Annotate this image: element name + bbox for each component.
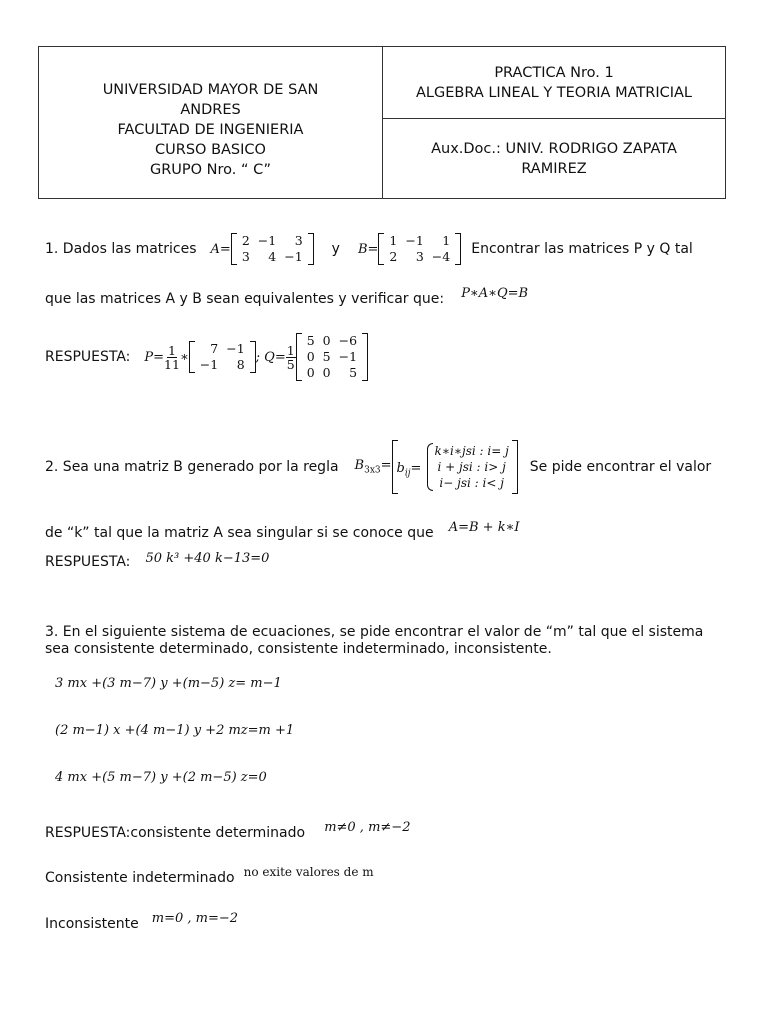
matrix-q-cell: 5 xyxy=(349,365,358,380)
result-inconsistent xyxy=(45,913,238,932)
p1-equation: P∗A∗Q=B xyxy=(461,286,529,301)
matrix-b-cell: 1 xyxy=(389,233,398,248)
matrix-b-cell: 2 xyxy=(389,249,398,264)
matrix-b-cell: 3 xyxy=(415,249,424,264)
r3-value: m=0 , m=−2 xyxy=(151,911,239,926)
p2-answer: 50 k³ +40 k−13=0 xyxy=(145,551,270,566)
practice-title-block xyxy=(383,47,725,118)
cases-brace xyxy=(427,443,509,491)
p2-b-subscript: 3x3 xyxy=(364,465,381,476)
result-consistent-undetermined xyxy=(45,867,374,886)
p-fraction-numerator: 1 xyxy=(168,342,176,358)
p1-a-label: A= xyxy=(210,241,231,257)
matrix-q-cell: 0 xyxy=(322,365,331,380)
matrix-q-cell: 5 xyxy=(306,333,315,348)
matrix-p xyxy=(189,341,256,373)
p1-b-label: B= xyxy=(357,241,379,257)
practice-number: PRACTICA Nro. 1 xyxy=(494,64,614,81)
p2-bij-label: $b_{ij}=$ xyxy=(396,460,422,479)
matrix-a-cell: 2 xyxy=(241,233,250,248)
university-block xyxy=(39,47,382,198)
rule-bracket xyxy=(392,440,518,494)
p1-separator: ; Q= xyxy=(255,349,286,365)
equation-3: 4 mx +(5 m−7) y +(2 m−5) z=0 xyxy=(55,770,267,785)
problem-2-line-1 xyxy=(45,440,711,494)
r1-label: RESPUESTA:consistente determinado xyxy=(45,825,306,841)
matrix-q-cell: 5 xyxy=(322,349,331,364)
matrix-q-cell: 0 xyxy=(322,333,331,348)
subject-name: ALGEBRA LINEAL Y TEORIA MATRICIAL xyxy=(415,84,693,101)
matrix-a-cell: −1 xyxy=(284,249,303,264)
p2-line2: de “k” tal que la matriz A sea singular si se conoce que xyxy=(45,525,434,541)
r2-label: Consistente indeterminado xyxy=(45,870,235,886)
p2-text-after: Se pide encontrar el valor xyxy=(529,459,712,475)
r3-label: Inconsistente xyxy=(45,916,139,932)
matrix-b-cell: −1 xyxy=(405,233,424,248)
p2-b3x3-label xyxy=(355,458,392,476)
p-fraction xyxy=(164,344,180,371)
equation-1: 3 mx +(3 m−7) y +(m−5) z= m−1 xyxy=(55,676,282,691)
p2-intro: 2. Sea una matriz B generado por la regla xyxy=(45,459,339,475)
p1-answer-label: RESPUESTA: xyxy=(45,349,131,365)
matrix-q-cell: 0 xyxy=(306,349,315,364)
matrix-b-cell: −4 xyxy=(431,249,451,264)
q-fraction xyxy=(286,344,296,371)
p1-p-label: P= xyxy=(144,349,165,365)
matrix-b-cell: 1 xyxy=(442,233,451,248)
p1-intro: 1. Dados las matrices xyxy=(45,241,197,257)
problem-1-line-1 xyxy=(45,233,693,265)
case-line: k∗i∗jsi : i= j xyxy=(434,444,509,458)
matrix-a-cell: 3 xyxy=(294,233,303,248)
matrix-b xyxy=(378,233,461,265)
problem-1-answer xyxy=(45,333,368,381)
matrix-p-cell: −1 xyxy=(226,341,245,356)
r1-value: m≠0 , m≠−2 xyxy=(324,820,411,835)
matrix-q-cell: −1 xyxy=(338,349,358,364)
faculty-name: FACULTAD DE INGENIERIA xyxy=(117,121,304,138)
p2-equals: = xyxy=(380,458,392,474)
problem-1-line-2 xyxy=(45,288,528,307)
problem-2-line-2 xyxy=(45,522,520,541)
p2-equation: A=B + k∗I xyxy=(448,520,520,535)
header-table xyxy=(38,46,726,199)
p-fraction-denominator: 11 xyxy=(164,356,180,372)
case-line: i− jsi : i< j xyxy=(439,476,504,490)
p2-bij-symbol: b xyxy=(396,460,405,476)
p1-text-after: Encontrar las matrices P y Q tal xyxy=(471,241,693,257)
case-line: i + jsi : i> j xyxy=(437,460,506,474)
matrix-a-cell: 4 xyxy=(268,249,277,264)
course-name: CURSO BASICO xyxy=(155,141,266,158)
matrix-q xyxy=(296,333,368,381)
assistant-block xyxy=(383,119,725,198)
r2-value: no exite valores de m xyxy=(243,865,374,879)
matrix-p-cell: 8 xyxy=(236,357,245,372)
p-times: ∗ xyxy=(179,349,189,365)
matrix-a xyxy=(231,233,314,265)
p2-bij-subscript: ij xyxy=(404,468,411,479)
group-name: GRUPO Nro. “ C” xyxy=(149,161,272,178)
assistant-name: Aux.Doc.: UNIV. RODRIGO ZAPATA RAMIREZ xyxy=(431,140,677,177)
matrix-a-cell: 3 xyxy=(241,249,250,264)
p3-intro: 3. En el siguiente sistema de ecuaciones, se pide encontrar el valor de “m” tal que el sistema sea consistente determinado, consistente indeterminado, inconsistente. xyxy=(45,624,704,657)
p1-line2: que las matrices A y B sean equivalentes y verificar que: xyxy=(45,291,445,307)
p1-and: y xyxy=(331,241,340,257)
p2-answer-label: RESPUESTA: xyxy=(45,554,131,570)
q-fraction-denominator: 5 xyxy=(286,356,295,372)
p2-b-symbol: B xyxy=(354,458,365,474)
matrix-q-cell: −6 xyxy=(338,333,358,348)
matrix-p-cell: 7 xyxy=(210,341,219,356)
result-consistent-determined xyxy=(45,822,410,841)
matrix-p-cell: −1 xyxy=(199,357,219,372)
matrix-a-cell: −1 xyxy=(257,233,277,248)
problem-2-answer xyxy=(45,551,269,570)
university-name: UNIVERSIDAD MAYOR DE SAN ANDRES xyxy=(102,81,319,118)
q-fraction-numerator: 1 xyxy=(286,342,295,358)
matrix-q-cell: 0 xyxy=(306,365,315,380)
equation-2: (2 m−1) x +(4 m−1) y +2 mz=m +1 xyxy=(55,723,295,738)
